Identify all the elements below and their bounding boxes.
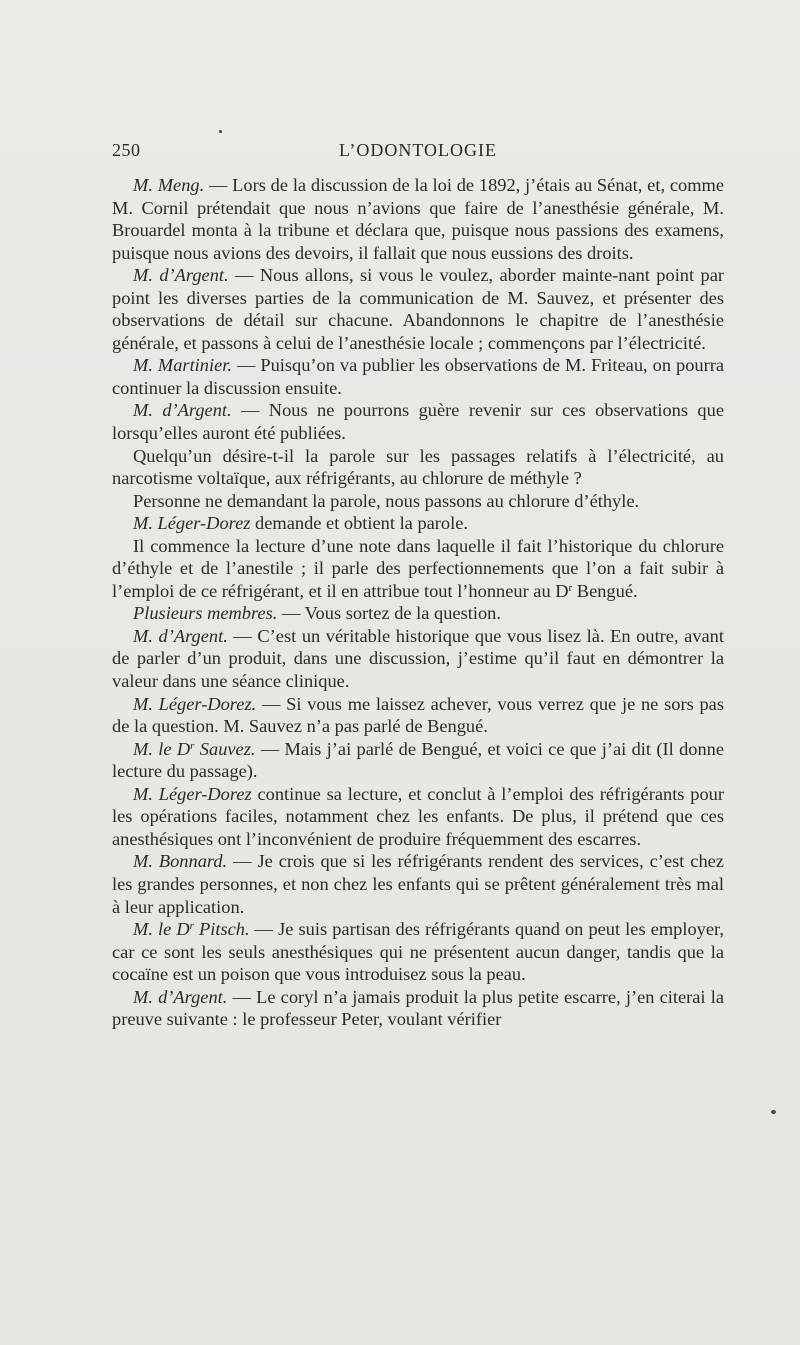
speaker-name: Pitsch. <box>193 919 250 940</box>
speaker-name-prefix: M. le D <box>133 738 191 759</box>
paragraph <box>112 783 724 851</box>
page-number: 250 <box>112 140 141 160</box>
paragraph-text: — Je suis partisan des réfrigérants quand on peut les employer, car ce sont les seuls anesthésiques qui ne présentent aucun danger, tandis que la cocaïne est un poison que vous introduisez sous la peau. <box>112 919 725 985</box>
paragraph-text: — Mais j’ai parlé de Bengué, et voici ce que j’ai dit (Il donne lecture du passage). <box>112 738 725 782</box>
paragraph <box>112 738 724 783</box>
superscript: r <box>190 739 195 752</box>
paragraph <box>112 174 724 264</box>
superscript: r <box>189 920 194 933</box>
paragraph-text: Quelqu’un désire-t-il la parole sur les passages relatifs à l’électricité, au narcotisme voltaïque, aux réfrigérants, au chlorure de méthyle ? <box>112 445 724 489</box>
paragraph <box>112 512 724 535</box>
paragraph <box>112 264 724 354</box>
superscript: r <box>568 581 573 594</box>
paragraph-text: continue sa lecture, et conclut à l’emploi des réfrigérants pour les opérations faciles, notamment chez les enfants. De plus, il prétend que ces anesthésiques ont l’inconvénient de produire fréquemment des escarres. <box>112 783 724 849</box>
speaker-name: M. d’Argent. <box>133 625 228 646</box>
speaker-name: M. Bonnard. <box>133 851 228 872</box>
paragraph <box>112 602 724 625</box>
speaker-name: M. Martinier. <box>133 355 232 376</box>
speaker-name: M. d’Argent. <box>133 986 228 1007</box>
paragraph-text: — Puisqu’on va publier les observations de M. Friteau, on pourra continuer la discussion ensuite. <box>112 355 724 398</box>
paragraph-text: — Si vous me laissez achever, vous verrez que je ne sors pas de la question. M. Sauvez n’a pas parlé de Bengué. <box>112 693 724 737</box>
paragraph <box>112 399 724 444</box>
paragraph-text: — C’est un véritable historique que vous lisez là. En outre, avant de parler d’un produit, dans une discussion, j’estime qu’il faut en démontrer la valeur dans une séance clinique. <box>112 625 724 692</box>
scan-speck <box>771 1110 776 1114</box>
paragraph-text: — Vous sortez de la question. <box>277 603 501 624</box>
paragraph <box>112 354 724 399</box>
speaker-name: M. d’Argent. <box>133 265 229 286</box>
paragraph <box>112 535 724 603</box>
speaker-name: Sauvez. <box>194 738 256 759</box>
paragraph <box>112 625 724 693</box>
speaker-name: M. Léger-Dorez <box>133 513 251 534</box>
paragraph-text: Il commence la lecture d’une note dans laquelle il fait l’historique du chlorure d’éthyle et de l’anestile ; il parle des perfectionnements que l’on a fait subir à l’emploi de ce réfrigérant, et il en attribue tout l’honneur au D <box>112 535 724 601</box>
paragraph-text: — Nous ne pourrons guère revenir sur ces observations que lorsqu’elles auront été publiées. <box>112 400 724 444</box>
paragraph <box>112 986 724 1031</box>
running-title: L’ODONTOLOGIE <box>339 140 497 160</box>
speaker-name: M. d’Argent. <box>133 400 232 421</box>
paragraph-text: — Le coryl n’a jamais produit la plus petite escarre, j’en citerai la preuve suivante : le professeur Peter, voulant vérifier <box>112 986 724 1030</box>
scan-speck <box>219 130 222 133</box>
paragraph <box>112 693 724 738</box>
speaker-name: M. Léger-Dorez <box>133 783 252 804</box>
paragraph <box>112 850 724 918</box>
paragraph-text: demande et obtient la parole. <box>250 513 468 534</box>
page-header <box>112 140 724 168</box>
paragraph <box>112 918 724 986</box>
speaker-name: Plusieurs membres. <box>133 603 278 624</box>
paragraph-text: — Je crois que si les réfrigérants rendent des services, c’est chez les grandes personnes, et non chez les enfants qui se prêtent généralement très mal à leur application. <box>112 851 724 917</box>
paragraph-text-end: Bengué. <box>572 580 638 601</box>
paragraph-text: — Nous allons, si vous le voulez, aborder mainte-nant point par point les diverses parties de la communication de M. Sauvez, et présenter des observations de détail sur chacune. Abandonnons le chapitre de l’anesthésie générale, et passons à celui de l’anesthésie locale ; commençons par l’électricité. <box>112 265 725 353</box>
text-body <box>112 174 724 1031</box>
paragraph <box>112 490 724 513</box>
paragraph <box>112 445 724 490</box>
speaker-name: M. Meng. <box>133 175 205 195</box>
paragraph-text: Personne ne demandant la parole, nous passons au chlorure d’éthyle. <box>133 490 640 511</box>
speaker-name: M. Léger-Dorez. <box>133 693 257 714</box>
paragraph-text: — Lors de la discussion de la loi de 1892, j’étais au Sénat, et, comme M. Cornil prétendait que nous n’avions que faire de l’anesthésie générale, M. Brouardel monta à la tribune et déclara que, puisque nous passions des examens, puisque nous avions des devoirs, il fallait que nous eussions des droits. <box>112 175 724 263</box>
speaker-name-prefix: M. le D <box>133 919 190 940</box>
